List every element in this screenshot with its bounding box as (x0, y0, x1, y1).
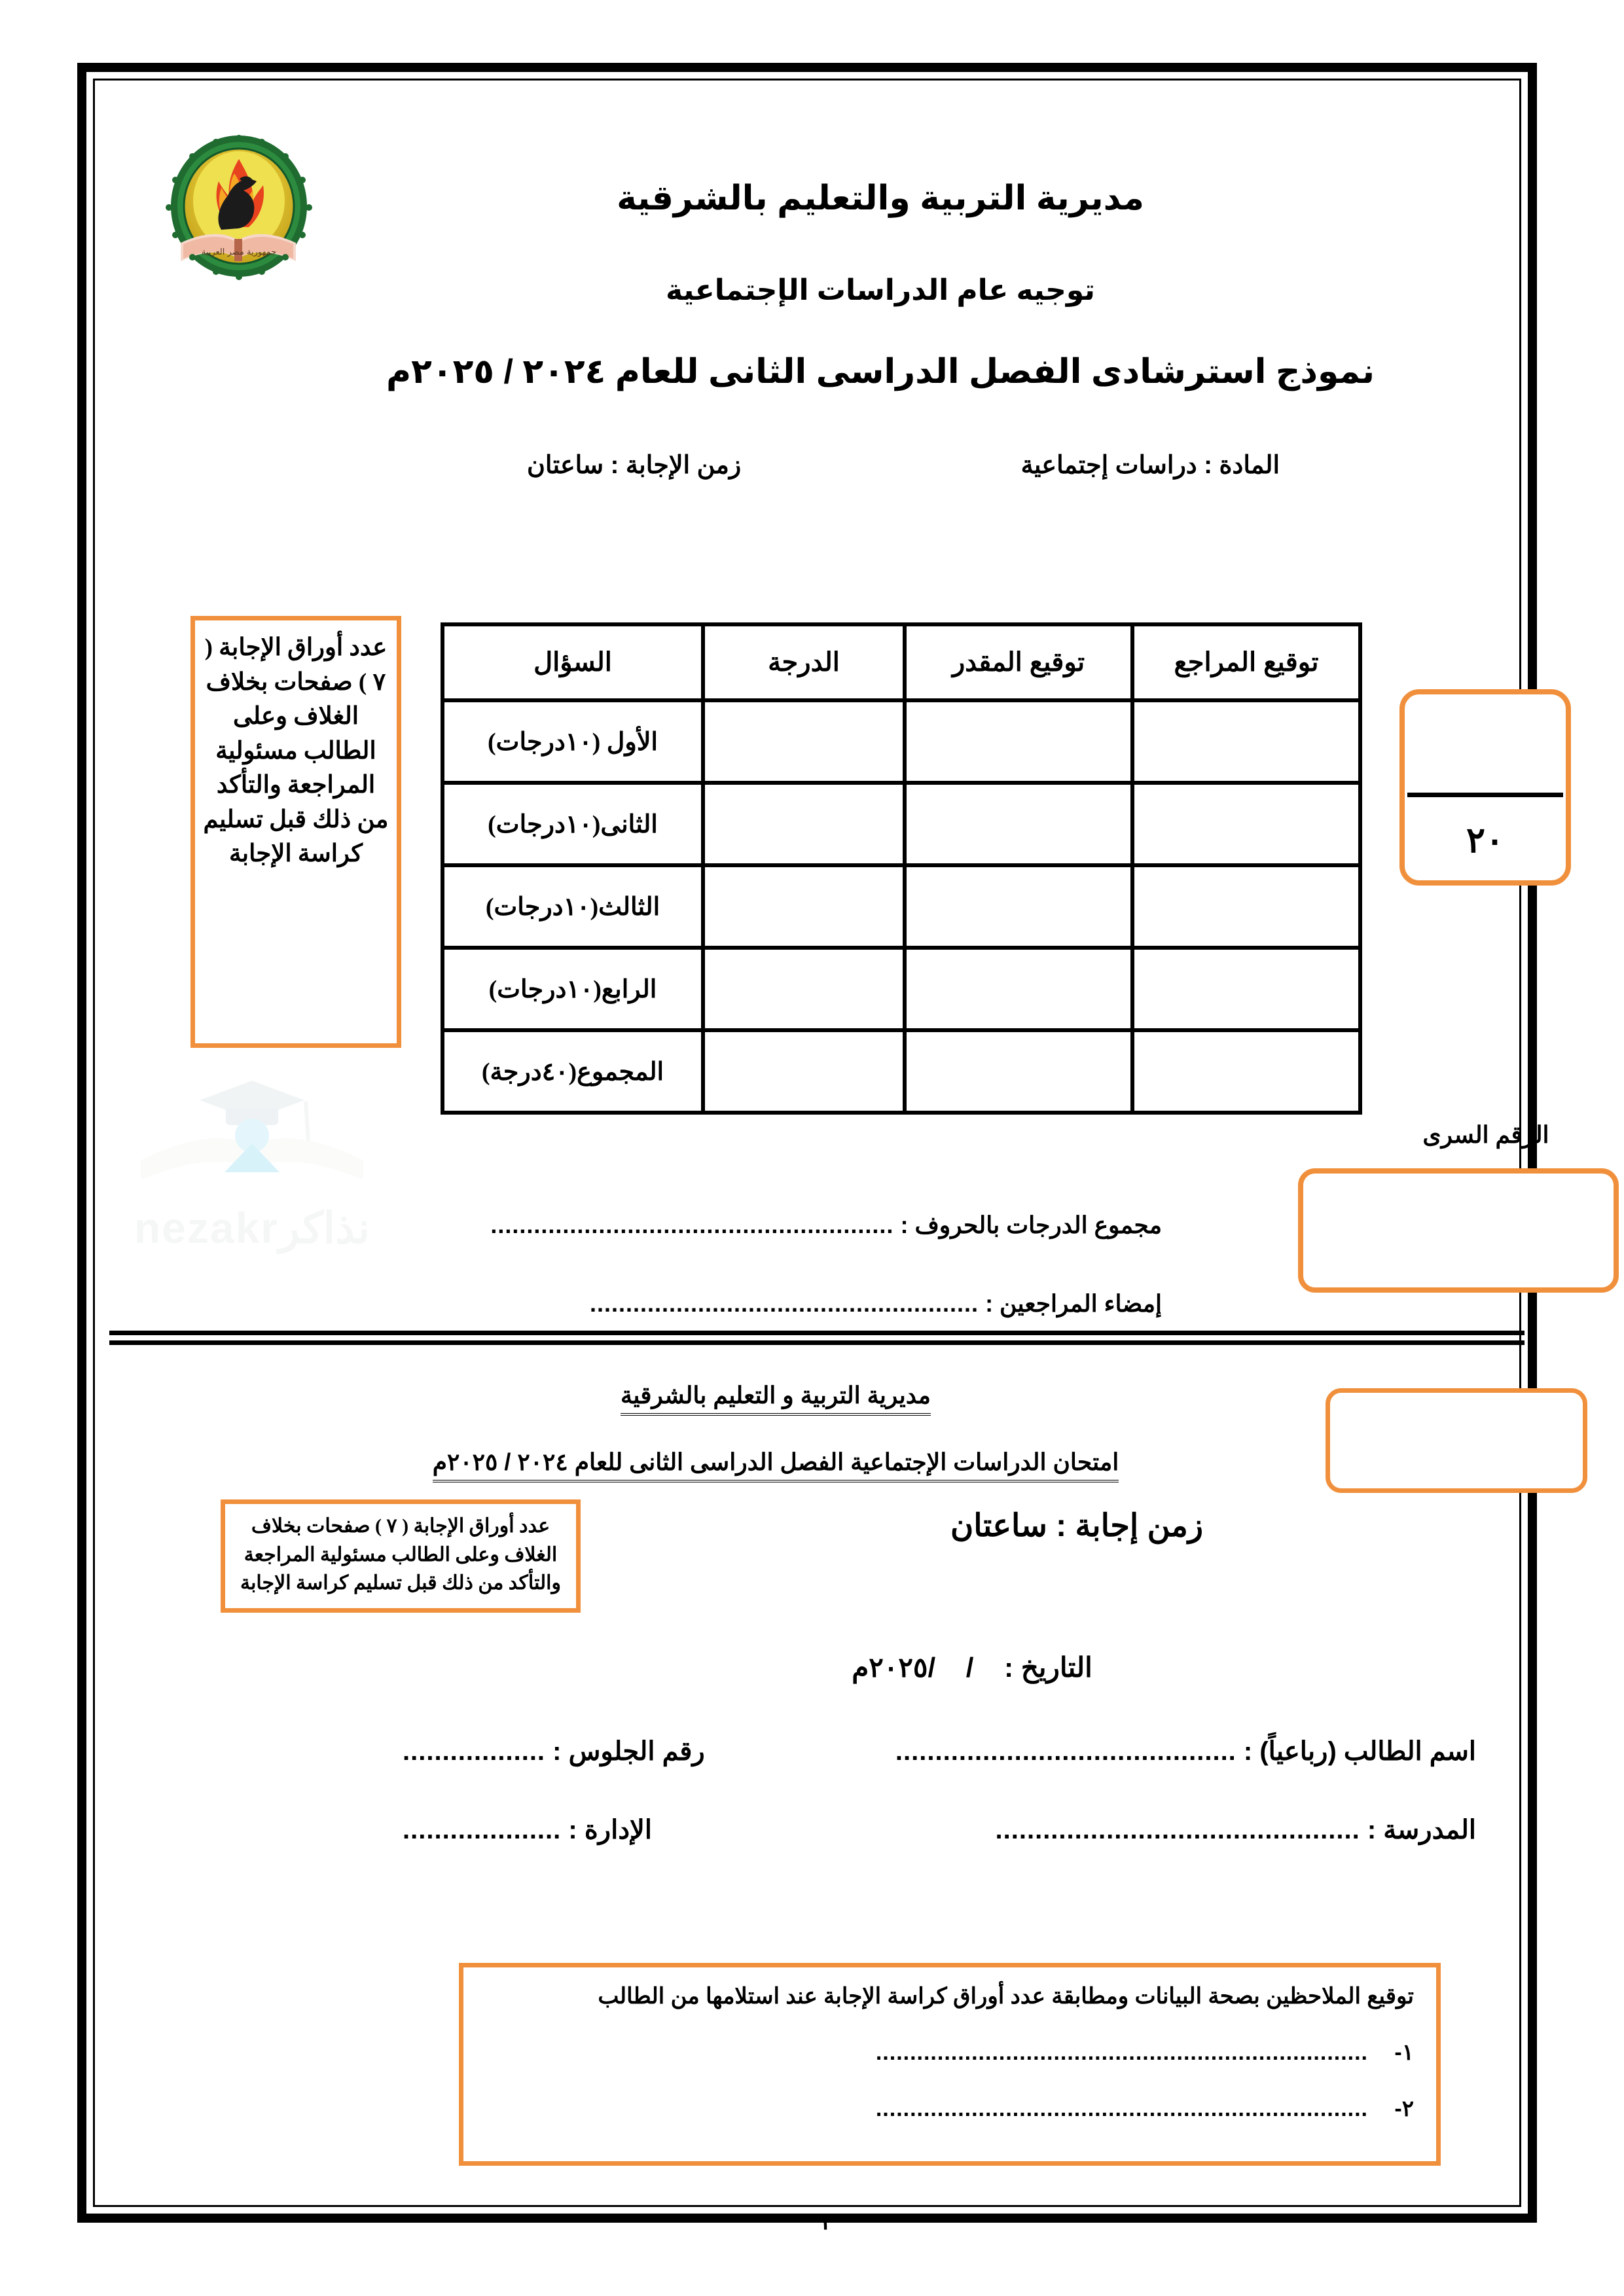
cell-question-total: المجموع(٤٠درجة) (444, 1032, 701, 1111)
cell-marker-signature[interactable] (907, 785, 1130, 863)
header-grade: الدرجة (705, 626, 903, 698)
score-box-divider (1407, 793, 1563, 797)
student-name-field (895, 1736, 1476, 1767)
administration-blank[interactable]: .................... (403, 1816, 562, 1844)
cell-reviewer-signature[interactable] (1134, 867, 1358, 946)
table-row (444, 950, 1358, 1028)
cell-reviewer-signature[interactable] (1134, 950, 1358, 1028)
secret-number-label: الرقم السرى (1422, 1121, 1549, 1148)
seat-number-label: رقم الجلوس : (552, 1737, 705, 1766)
cell-marker-signature[interactable] (907, 702, 1130, 781)
section2-heading-directorate: مديرية التربية و التعليم بالشرقية (311, 1382, 1240, 1416)
exam-cover-page (77, 63, 1549, 2234)
section-divider (109, 1331, 1525, 1346)
table-row-total (444, 1032, 1358, 1111)
administration-label: الإدارة : (568, 1816, 652, 1844)
cell-marker-signature[interactable] (907, 950, 1130, 1028)
table-row (444, 702, 1358, 781)
watermark-text: نذاكرnezakr (134, 1204, 370, 1252)
score-display-box (1399, 689, 1571, 886)
svg-text:جمهورية مصر العربية: جمهورية مصر العربية (201, 247, 277, 257)
header-reviewer-signature: توقيع المراجع (1134, 626, 1358, 698)
seat-number-blank[interactable]: .................. (403, 1737, 546, 1766)
cell-grade-total[interactable] (705, 1032, 903, 1111)
reviewers-signature-blank[interactable]: ...................................................... (589, 1290, 979, 1317)
section2-heading-exam: امتحان الدراسات الإجتماعية الفصل الدراسى الثانى للعام ٢٠٢٤ / ٢٠٢٥م (278, 1448, 1273, 1482)
cell-grade[interactable] (705, 950, 903, 1028)
divider-line-bottom (109, 1340, 1525, 1345)
secret-number-box[interactable] (1298, 1168, 1619, 1293)
marks-table-wrapper (459, 622, 1362, 1115)
observer-line-2 (486, 2096, 1414, 2122)
page-inner-border (93, 79, 1549, 2234)
student-name-seat-row (403, 1736, 1476, 1767)
total-in-letters-label: مجموع الدرجات بالحروف : (900, 1211, 1162, 1238)
site-watermark (115, 1062, 389, 1278)
student-name-label: اسم الطالب (رباعياً) : (1243, 1737, 1476, 1766)
cell-grade[interactable] (705, 785, 903, 863)
cell-reviewer-signature[interactable] (1134, 702, 1358, 781)
section2-empty-orange-box[interactable] (1326, 1388, 1587, 1493)
table-row (444, 867, 1358, 946)
cell-question: الرابع(١٠درجات) (444, 950, 701, 1028)
observer-1-blank[interactable]: ........................................................................ (875, 2040, 1368, 2065)
seat-number-field (403, 1736, 705, 1767)
table-header-row (444, 626, 1358, 698)
cell-grade[interactable] (705, 867, 903, 946)
reviewers-signature-row (311, 1290, 1162, 1318)
cell-question: الثالث(١٠درجات) (444, 867, 701, 946)
school-field (996, 1815, 1476, 1845)
observer-2-number: ٢- (1394, 2096, 1414, 2121)
answer-sheet-note-box: عدد أوراق الإجابة ( ٧ ) صفحات بخلاف الغلاف وعلى الطالب مسئولية المراجعة والتأكد من ذلك قبل تسليم كراسة الإجابة (190, 616, 401, 1048)
total-in-letters-blank[interactable]: ........................................................ (490, 1211, 894, 1238)
score-box-value: ٢٠ (1466, 820, 1505, 860)
total-in-letters-row (311, 1211, 1162, 1239)
administration-field (403, 1815, 652, 1845)
section2-answer-time-label: زمن إجابة : ساعتان (950, 1509, 1203, 1543)
exam-date-label: التاريخ : / /٢٠٢٥م (852, 1652, 1092, 1683)
subject-time-row (311, 450, 1450, 480)
observers-signature-box (459, 1963, 1441, 2166)
observers-box-title: توقيع الملاحظين بصحة البيانات ومطابقة عدد أوراق كراسة الإجابة عند استلامها من الطالب (598, 1984, 1414, 2009)
heading-directorate: مديرية التربية والتعليم بالشرقية (617, 179, 1144, 217)
school-administration-row (403, 1815, 1476, 1845)
observer-2-blank[interactable]: ........................................................................ (875, 2096, 1368, 2121)
cell-marker-signature[interactable] (907, 867, 1130, 946)
observer-line-1 (486, 2039, 1414, 2066)
score-box-upper-blank[interactable] (1405, 694, 1566, 793)
cell-reviewer-signature[interactable] (1134, 785, 1358, 863)
page-number: ١ (818, 2208, 831, 2234)
cell-question: الأول (١٠درجات) (444, 702, 701, 781)
ministry-emblem-logo (157, 133, 321, 290)
reviewers-signature-label: إمضاء المراجعين : (985, 1290, 1162, 1317)
section2-answer-sheet-note-box: عدد أوراق الإجابة ( ٧ ) صفحات بخلاف الغلاف وعلى الطالب مسئولية المراجعة والتأكد من ذلك قبل تسليم كراسة الإجابة (221, 1499, 581, 1613)
table-row (444, 785, 1358, 863)
heading-department: توجيه عام الدراسات الإجتماعية (666, 274, 1095, 306)
marks-table (441, 622, 1362, 1115)
cell-reviewer-signature-total[interactable] (1134, 1032, 1358, 1111)
cell-question: الثانى(١٠درجات) (444, 785, 701, 863)
heading-exam-model: نموذج استرشادى الفصل الدراسى الثانى للعام ٢٠٢٤ / ٢٠٢٥م (386, 353, 1375, 391)
divider-line-top (109, 1331, 1525, 1335)
student-name-blank[interactable]: ........................................... (895, 1737, 1236, 1766)
school-blank[interactable]: .............................................. (995, 1816, 1360, 1844)
school-label: المدرسة : (1367, 1816, 1476, 1844)
header-question: السؤال (444, 626, 701, 698)
observer-1-number: ١- (1394, 2040, 1414, 2065)
header-marker-signature: توقيع المقدر (907, 626, 1130, 698)
subject-label: المادة : دراسات إجتماعية (1020, 452, 1280, 479)
cell-grade[interactable] (705, 702, 903, 781)
cell-marker-signature-total[interactable] (907, 1032, 1130, 1111)
answer-time-label: زمن الإجابة : ساعتان (527, 452, 742, 479)
